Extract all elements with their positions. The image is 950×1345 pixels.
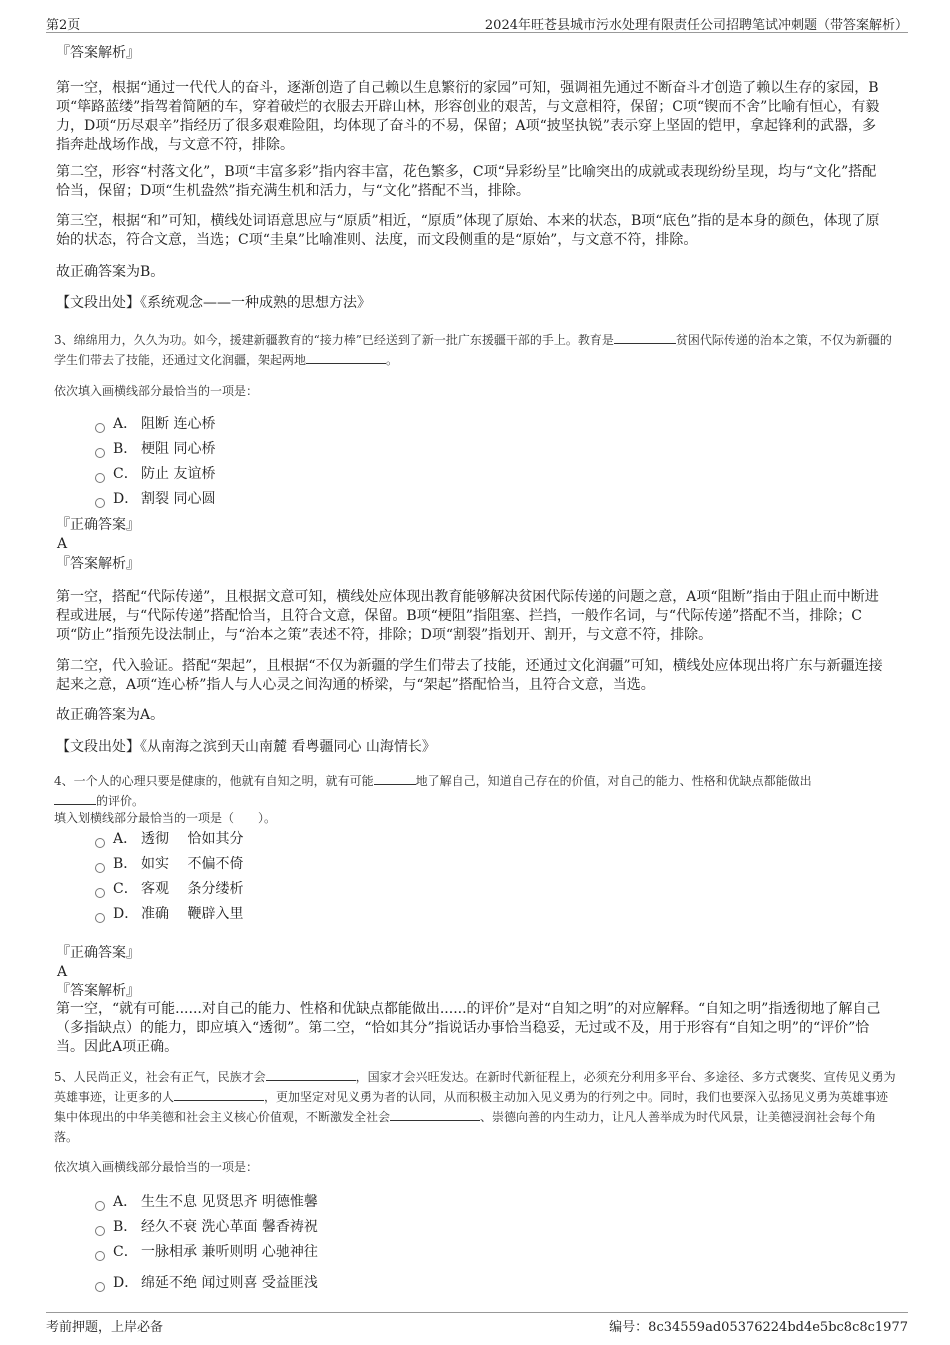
radio-icon[interactable] <box>95 448 105 458</box>
radio-icon[interactable] <box>95 863 105 873</box>
q4-analysis-para1: 第一空，“就有可能......对自己的能力、性格和优缺点都能做出......的评价”是对“自知之明”的对应解释。“自知之明”指透彻地了解自己（多指缺点）的能力，即应填入“透彻”。第二空，“恰如其分”指说话办事恰当稳妥，无过或不及，用于形容有“自知之明”的“评价”恰当。因此A项正确。 <box>56 1001 881 1055</box>
q2-analysis-para2: 第二空，形容“村落文化”，B项“丰富多彩”指内容丰富，花色繁多，C项“异彩纷呈”比喻突出的成就或表现纷纷呈现，均与“文化”搭配恰当，保留；D项“生机盎然”指充满生机和活力，与“文化”搭配不当，排除。 <box>56 164 877 199</box>
q2-analysis-label: 『答案解析』 <box>56 45 140 61</box>
q3-conclusion: 故正确答案为A。 <box>56 707 165 723</box>
document-id: 编号：8c34559ad05376224bd4e5bc8c8c1977 <box>609 1320 908 1335</box>
q4-correct-label: 『正确答案』 <box>56 945 140 961</box>
q3-correct-answer: A <box>57 536 68 552</box>
q3-correct-label: 『正确答案』 <box>56 517 140 533</box>
q3-option-b[interactable]: B． 梗阻 同心桥 <box>95 437 215 462</box>
q4-option-a[interactable]: A． 透彻 恰如其分 <box>95 827 243 852</box>
q5-stem: 5、人民尚正义，社会有正气，民族才会 ，国家才会兴旺发达。在新时代新征程上，必须充分利用多平台、多途径、多方式褒奖、宣传见义勇为英雄事迹，让更多的人 ，更加坚定对见义勇为者的认同，从而积极主动加入见义勇为的行列之中。同时，我们也要深入弘扬见义勇为英雄事迹集中体现出的中华美德和社会主义核心价值观，不断激发全社会 、崇德向善的内生动力，让凡人善举成为时代风景，让美德浸润社会每个角落。 <box>54 1070 896 1144</box>
q5-blank-1 <box>266 1068 356 1081</box>
q2-analysis-para3: 第三空，根据“和”可知，横线处词语意思应与“原质”相近，“原质”体现了原始、本来的状态，B项“底色”指的是本身的颜色，体现了原始的状态，符合文意，当选；C项“圭臬”比喻准则、法度，而文段侧重的是“原始”，与文意不符，排除。 <box>56 213 880 248</box>
q5-option-d[interactable]: D． 绵延不绝 闻过则喜 受益匪浅 <box>95 1271 318 1296</box>
q3-analysis-para2: 第二空，代入验证。搭配“架起”，且根据“不仅为新疆的学生们带去了技能，还通过文化润疆”可知，横线处应体现出将广东与新疆连接起来之意，A项“连心桥”指人与人心灵之间沟通的桥梁，与“架起”搭配恰当，且符合文意，当选。 <box>56 658 883 693</box>
q3-blank-1 <box>614 331 676 344</box>
q4-option-c[interactable]: C． 客观 条分缕析 <box>95 877 243 902</box>
q5-option-b[interactable]: B． 经久不衰 洗心革面 馨香祷祝 <box>95 1215 318 1240</box>
q3-options <box>95 412 215 512</box>
radio-icon[interactable] <box>95 1282 105 1292</box>
q3-blank-2 <box>306 351 386 364</box>
radio-icon[interactable] <box>95 913 105 923</box>
radio-icon[interactable] <box>95 838 105 848</box>
q4-stem: 4、一个人的心理只要是健康的，他就有自知之明，就有可能 地了解自己，知道自己存在的价值，对自己的能力、性格和优缺点都能做出 的评价。 <box>54 774 812 808</box>
q3-analysis-label: 『答案解析』 <box>56 556 140 572</box>
radio-icon[interactable] <box>95 1201 105 1211</box>
q3-option-d[interactable]: D． 割裂 同心圆 <box>95 487 215 512</box>
q3-option-a[interactable]: A． 阻断 连心桥 <box>95 412 215 437</box>
q4-blank-1 <box>374 772 416 785</box>
q5-blank-2 <box>174 1088 264 1101</box>
q5-prompt: 依次填入画横线部分最恰当的一项是： <box>54 1160 259 1174</box>
q3-prompt: 依次填入画横线部分最恰当的一项是： <box>54 384 259 398</box>
q5-option-a[interactable]: A． 生生不息 见贤思齐 明德惟馨 <box>95 1190 318 1215</box>
q3-stem: 3、绵绵用力，久久为功。如今，援建新疆教育的“接力棒”已经送到了新一批广东援疆干部的手上。教育是 贫困代际传递的治本之策，不仅为新疆的学生们带去了技能，还通过文化润疆，架起两地 。 <box>54 333 892 367</box>
q4-option-b[interactable]: B． 如实 不偏不倚 <box>95 852 243 877</box>
q5-option-c[interactable]: C． 一脉相承 兼听则明 心驰神往 <box>95 1240 318 1265</box>
page-footer <box>46 1312 908 1335</box>
radio-icon[interactable] <box>95 1251 105 1261</box>
radio-icon[interactable] <box>95 1226 105 1236</box>
q2-source: 【文段出处】《系统观念——一种成熟的思想方法》 <box>56 295 371 311</box>
radio-icon[interactable] <box>95 423 105 433</box>
q5-options <box>95 1190 318 1296</box>
page-header <box>46 12 908 33</box>
page-number: 第2页 <box>46 18 81 33</box>
q2-conclusion: 故正确答案为B。 <box>56 264 165 280</box>
q3-analysis-para1: 第一空，搭配“代际传递”，且根据文意可知，横线处应体现出教育能够解决贫困代际传递的问题之意，A项“阻断”指由于阻止而中断进程或进展，与“代际传递”搭配恰当，且符合文意，保留。B项“梗阻”指阻塞、拦挡，一般作名词，与“代际传递”搭配不当，排除；C项“防止”指预先设法制止，与“治本之策”表述不符，排除；D项“割裂”指划开、割开，与文意不符，排除。 <box>56 589 879 643</box>
q5-blank-3 <box>390 1108 480 1121</box>
q3-option-c[interactable]: C． 防止 友谊桥 <box>95 462 215 487</box>
q4-prompt: 填入划横线部分最恰当的一项是（ ）。 <box>54 811 277 825</box>
footer-slogan: 考前押题，上岸必备 <box>46 1320 164 1335</box>
q3-source: 【文段出处】《从南海之滨到天山南麓 看粤疆同心 山海情长》 <box>56 739 436 755</box>
q4-correct-answer: A <box>57 964 68 980</box>
radio-icon[interactable] <box>95 498 105 508</box>
q2-analysis-para1: 第一空，根据“通过一代代人的奋斗，逐渐创造了自己赖以生息繁衍的家园”可知，强调祖先通过不断奋斗才创造了赖以生存的家园，B项“筚路蓝缕”指驾着简陋的车，穿着破烂的衣服去开辟山林，形容创业的艰苦，与文意相符，保留；C项“锲而不舍”比喻有恒心，有毅力，D项“历尽艰辛”指经历了很多艰难险阻，均体现了奋斗的不易，保留；A项“披坚执锐”表示穿上坚固的铠甲，拿起锋利的武器，多指奔赴战场作战，与文意不符，排除。 <box>56 80 880 153</box>
radio-icon[interactable] <box>95 473 105 483</box>
q4-analysis-label: 『答案解析』 <box>56 983 140 999</box>
q4-options <box>95 827 243 927</box>
document-title: 2024年旺苍县城市污水处理有限责任公司招聘笔试冲刺题（带答案解析） <box>484 18 908 33</box>
q4-option-d[interactable]: D． 准确 鞭辟入里 <box>95 902 243 927</box>
radio-icon[interactable] <box>95 888 105 898</box>
q4-blank-2 <box>54 792 96 805</box>
